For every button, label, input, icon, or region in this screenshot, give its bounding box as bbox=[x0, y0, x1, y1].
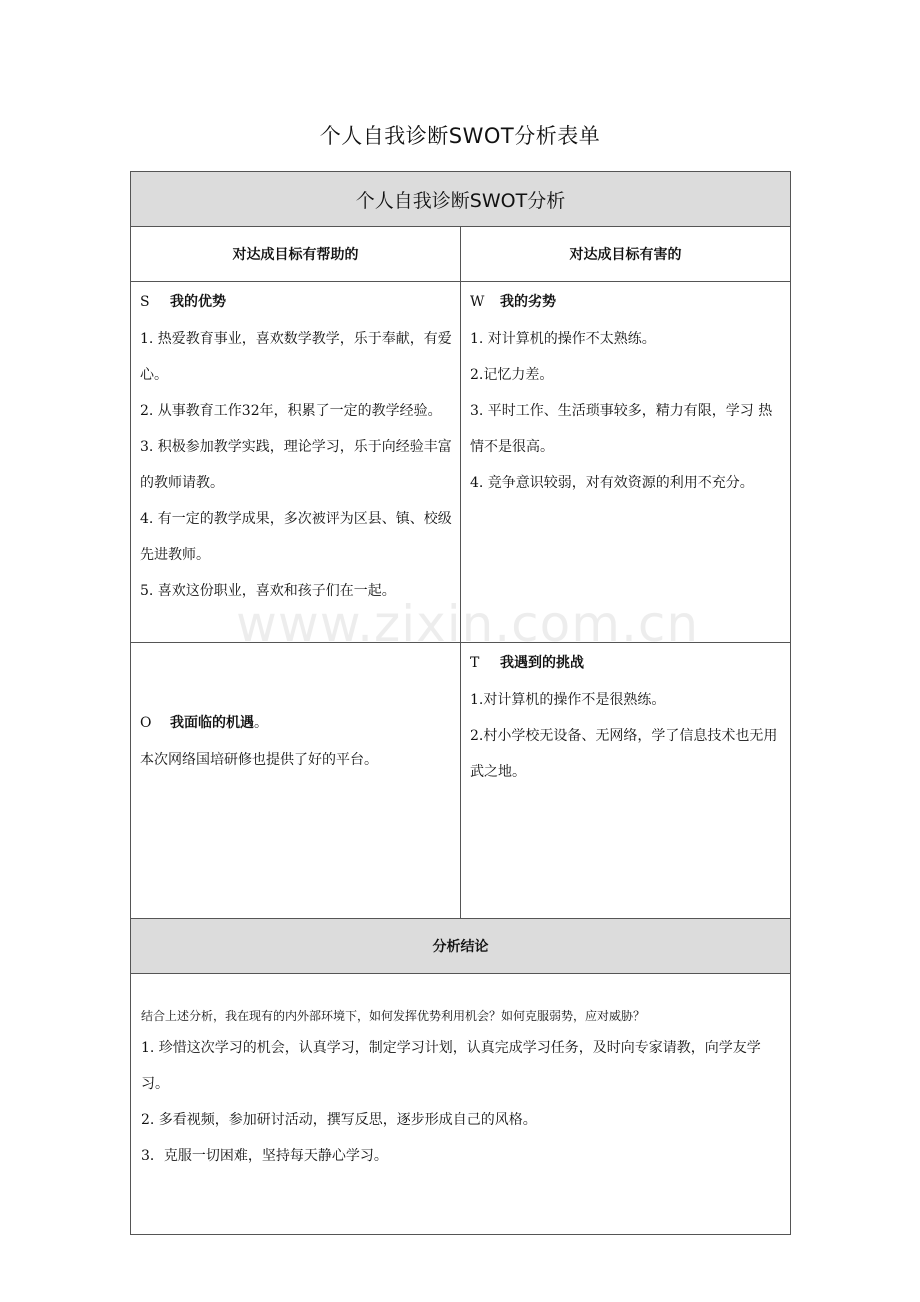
opportunities-heading bbox=[140, 713, 452, 742]
document-title: 个人自我诊断SWOT分析表单 bbox=[319, 124, 601, 148]
weaknesses-cell bbox=[461, 282, 791, 643]
threats-letter: T bbox=[470, 655, 480, 671]
conclusion-item: 2. 多看视频，参加研讨活动，撰写反思，逐步形成自己的风格。 bbox=[141, 1112, 537, 1128]
harmful-column-header: 对达成目标有害的 bbox=[461, 227, 791, 282]
helpful-column-header: 对达成目标有帮助的 bbox=[131, 227, 461, 282]
weakness-item: 4. 竞争意识较弱，对有效资源的利用不充分。 bbox=[470, 475, 754, 491]
weakness-item: 2.记忆力差。 bbox=[470, 367, 554, 383]
weaknesses-letter: W bbox=[470, 294, 485, 310]
strength-item: 1. 热爱教育事业，喜欢数学教学，乐于奉献，有爱心。 bbox=[140, 331, 452, 383]
opportunities-letter: O bbox=[140, 715, 152, 731]
strength-item: 2. 从事教育工作32年，积累了一定的教学经验。 bbox=[140, 403, 442, 419]
conclusion-cell bbox=[131, 974, 791, 1235]
strengths-title: 我的优势 bbox=[170, 294, 226, 310]
opportunities-title-suffix: 。 bbox=[254, 715, 268, 731]
threats-title: 我遇到的挑战 bbox=[500, 655, 584, 671]
conclusion-item: 3．克服一切困难，坚持每天静心学习。 bbox=[141, 1148, 388, 1164]
swot-main-header: 个人自我诊断SWOT分析 bbox=[131, 172, 791, 227]
threats-heading bbox=[470, 653, 782, 682]
threat-item: 1.对计算机的操作不是很熟练。 bbox=[470, 692, 666, 708]
conclusion-header: 分析结论 bbox=[131, 919, 791, 974]
opportunities-cell bbox=[131, 643, 461, 919]
threats-cell bbox=[461, 643, 791, 919]
strength-item: 3. 积极参加教学实践，理论学习，乐于向经验丰富的教师请教。 bbox=[140, 439, 452, 491]
weakness-item: 1. 对计算机的操作不太熟练。 bbox=[470, 331, 656, 347]
strength-item: 5. 喜欢这份职业，喜欢和孩子们在一起。 bbox=[140, 583, 396, 599]
weakness-item: 3. 平时工作、生活琐事较多，精力有限，学习 热情不是很高。 bbox=[470, 403, 773, 455]
weaknesses-title: 我的劣势 bbox=[500, 294, 556, 310]
conclusion-item: 1. 珍惜这次学习的机会，认真学习，制定学习计划，认真完成学习任务，及时向专家请教，向学友学习。 bbox=[141, 1040, 761, 1092]
strengths-cell bbox=[131, 282, 461, 643]
conclusion-intro: 结合上述分析，我在现有的内外部环境下，如何发挥优势利用机会？如何克服弱势，应对威胁？ bbox=[141, 1009, 646, 1023]
swot-table bbox=[130, 171, 791, 1235]
opportunity-item: 本次网络国培研修也提供了好的平台。 bbox=[140, 752, 378, 768]
weaknesses-heading bbox=[470, 292, 782, 321]
strengths-letter: S bbox=[140, 294, 150, 310]
threat-item: 2.村小学校无设备、无网络，学了信息技术也无用武之地。 bbox=[470, 728, 778, 780]
strength-item: 4. 有一定的教学成果，多次被评为区县、镇、校级先进教师。 bbox=[140, 511, 452, 563]
strengths-heading bbox=[140, 292, 452, 321]
watermark: www.zixin.com.cn bbox=[236, 595, 700, 653]
opportunities-title: 我面临的机遇 bbox=[170, 715, 254, 731]
